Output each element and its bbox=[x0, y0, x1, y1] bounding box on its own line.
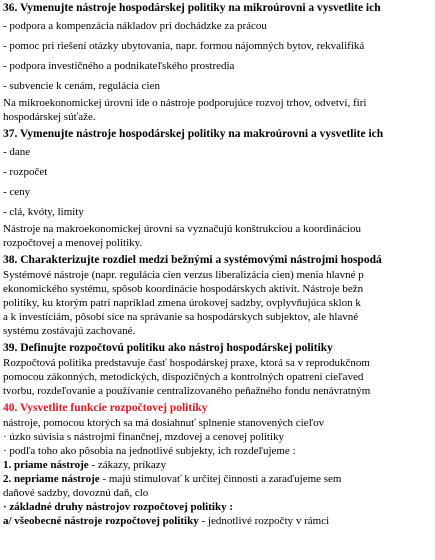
paragraph-line: nástroje, pomocou ktorých sa má dosiahnuť splnenie stanovených cieľov bbox=[3, 417, 325, 429]
question-40-heading: 40. Vysvetlite funkcie rozpočtovej politiky bbox=[3, 402, 208, 414]
paragraph-line: Systémové nástroje (napr. regulácia cien verzus liberalizácia cien) menia hlavné p bbox=[3, 269, 364, 281]
list-item: - pomoc pri riešení otázky ubytovania, napr. formou nájomných bytov, rekvalifiká bbox=[3, 40, 365, 52]
paragraph-line: Na mikroekonomickej úrovni ide o nástroje podporujúce rozvoj trhov, odvetví, firi bbox=[3, 97, 367, 109]
section-37 bbox=[3, 126, 435, 250]
list-item: - podpora a kompenzácia nákladov pri dochádzke za prácou bbox=[3, 20, 267, 32]
indirect-tools-label: 2. nepriame nástroje bbox=[3, 473, 100, 485]
list-item-general-tools bbox=[3, 514, 435, 528]
paragraph-line: · úzko súvisia s nástrojmi finančnej, mzdovej a cenovej politiky bbox=[3, 431, 285, 443]
list-item-indirect-tools bbox=[3, 472, 435, 486]
question-36-heading: 36. Vymenujte nástroje hospodárskej politiky na mikroúrovni a vysvetlite ich bbox=[3, 2, 381, 14]
paragraph-line: a k investíciám, pôsobí síce na správanie sa hospodárskych subjektov, ale hlavné bbox=[3, 311, 359, 323]
paragraph-line: · podľa toho ako pôsobia na jednotlivé subjekty, ich rozdeľujeme : bbox=[3, 445, 296, 457]
section-38 bbox=[3, 252, 435, 338]
indirect-tools-desc: - majú stimulovať k určitej činnosti a zaraďujeme sem bbox=[99, 473, 342, 485]
list-item: - ceny bbox=[3, 186, 31, 198]
paragraph-line: Rozpočtová politika predstavuje časť hospodárskej praxe, ktorá sa v reprodukčnom bbox=[3, 357, 370, 369]
section-39 bbox=[3, 340, 435, 398]
list-item-direct-tools bbox=[3, 458, 435, 472]
paragraph-line: rozpočtovej a menovej politiky. bbox=[3, 237, 143, 249]
paragraph-line: tvorbu, rozdeľovanie a používanie centralizovaného peňažného fondu nenávratným bbox=[3, 385, 371, 397]
question-39-heading: 39. Definujte rozpočtovú politiku ako nástroj hospodárskej politiky bbox=[3, 342, 333, 354]
section-36 bbox=[3, 0, 435, 124]
general-tools-label: a/ všeobecné nástroje rozpočtovej politiky bbox=[3, 515, 199, 527]
paragraph-line: politiky, ku ktorým patrí napríklad zmena úrokovej sadzby, ovplyvňujúca sklon k bbox=[3, 297, 361, 309]
paragraph-line: daňové sadzby, dovoznú daň, clo bbox=[3, 487, 149, 499]
direct-tools-desc: - zákazy, príkazy bbox=[88, 459, 167, 471]
general-tools-desc: - jednotlivé rozpočty v rámci bbox=[198, 515, 330, 527]
section-40 bbox=[3, 400, 435, 528]
list-item: - rozpočet bbox=[3, 166, 48, 178]
kinds-heading: · základné druhy nástrojov rozpočtovej politiky : bbox=[3, 501, 233, 513]
list-item: - podpora investičného a podnikateľského prostredia bbox=[3, 60, 235, 72]
paragraph-line: hospodárskej súťaže. bbox=[3, 111, 96, 123]
direct-tools-label: 1. priame nástroje bbox=[3, 459, 89, 471]
list-item: - subvencie k cenám, regulácia cien bbox=[3, 80, 160, 92]
paragraph-line: systému zostávajú zachované. bbox=[3, 325, 136, 337]
question-38-heading: 38. Charakterizujte rozdiel medzi bežnými a systémovými nástrojmi hospodá bbox=[3, 254, 382, 266]
question-37-heading: 37. Vymenujte nástroje hospodárskej politiky na makroúrovni a vysvetlite ich bbox=[3, 128, 384, 140]
paragraph-line: pomocou zákonných, metodických, dispozičných a kontrolných opatrení cieľaved bbox=[3, 371, 364, 383]
paragraph-line: Nástroje na makroekonomickej úrovni sa vyznačujú konštrukciou a koordináciou bbox=[3, 223, 362, 235]
document-page bbox=[3, 0, 435, 560]
list-item: - clá, kvóty, limity bbox=[3, 206, 84, 218]
list-item: - dane bbox=[3, 146, 31, 158]
paragraph-line: ekonomického systému, spôsob koordinácie hospodárskych aktivít. Nástroje bežn bbox=[3, 283, 364, 295]
